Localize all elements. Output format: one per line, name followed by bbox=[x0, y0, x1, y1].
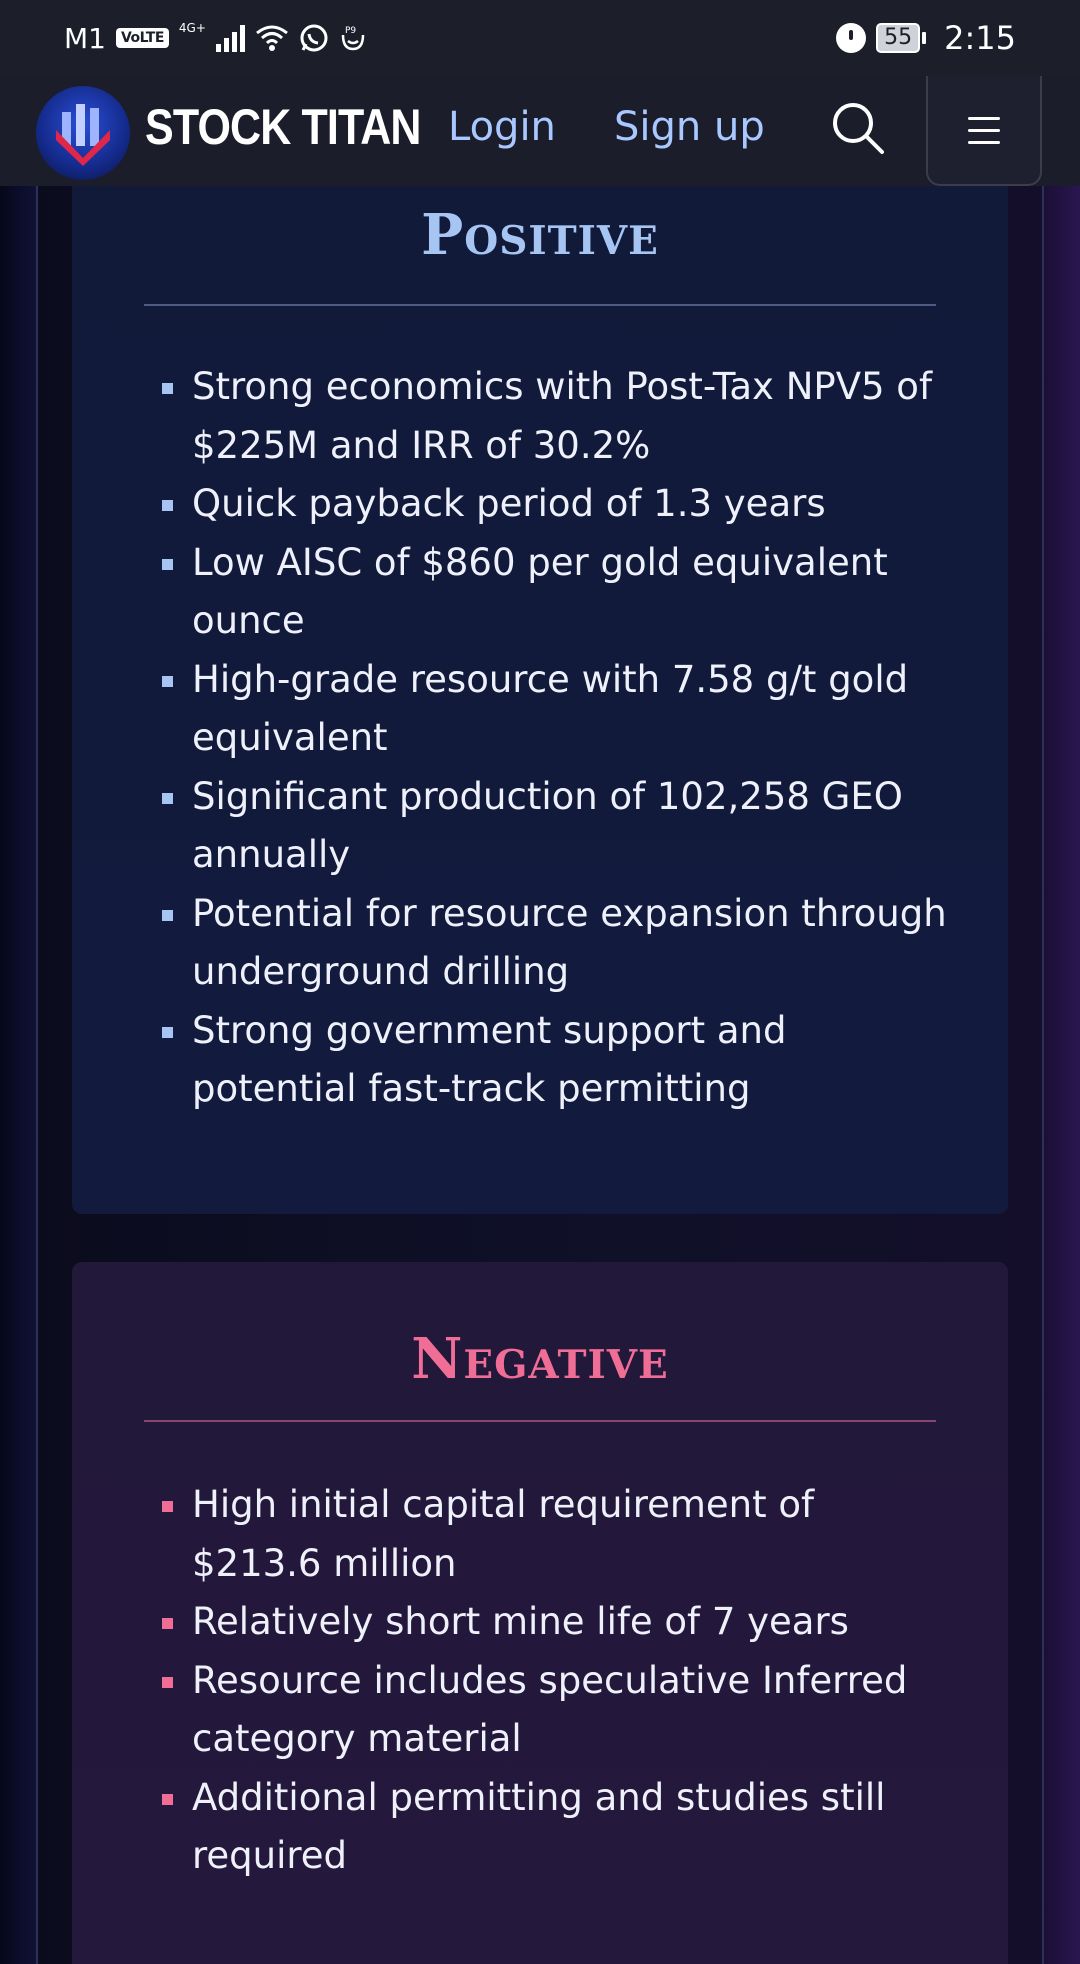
positive-item-text: Significant production of 102,258 GEO annually bbox=[192, 774, 903, 876]
battery-tip-icon bbox=[922, 32, 926, 44]
positive-card bbox=[72, 186, 1008, 1214]
hamburger-menu-button[interactable] bbox=[926, 76, 1042, 186]
bullet-square-icon bbox=[162, 500, 173, 511]
bullet-square-icon bbox=[162, 793, 173, 804]
search-button[interactable] bbox=[826, 96, 890, 160]
bullet-square-icon bbox=[162, 383, 173, 394]
positive-item bbox=[160, 475, 950, 534]
positive-item-text: Low AISC of $860 per gold equivalent ounce bbox=[192, 540, 888, 642]
menu-line-icon bbox=[968, 117, 1000, 120]
positive-divider bbox=[144, 304, 936, 306]
brand-name[interactable]: STOCK TITAN bbox=[145, 99, 421, 155]
bullet-square-icon bbox=[162, 1794, 173, 1805]
negative-item bbox=[160, 1652, 950, 1769]
negative-divider bbox=[144, 1420, 936, 1422]
right-gradient-edge bbox=[1044, 0, 1080, 1964]
positive-item bbox=[160, 651, 950, 768]
bullet-square-icon bbox=[162, 676, 173, 687]
positive-title: Positive bbox=[421, 202, 659, 268]
signal-strength-icon bbox=[216, 24, 245, 52]
bullet-square-icon bbox=[162, 1677, 173, 1688]
search-icon bbox=[826, 96, 890, 160]
bullet-square-icon bbox=[162, 910, 173, 921]
wifi-icon bbox=[255, 24, 289, 52]
negative-item-text: Resource includes speculative Inferred category material bbox=[192, 1658, 908, 1760]
volte-badge: VoLTE bbox=[116, 28, 169, 48]
system-status-bar bbox=[0, 0, 1080, 76]
positive-item bbox=[160, 1002, 950, 1119]
status-left-group bbox=[64, 22, 367, 55]
menu-line-icon bbox=[968, 141, 1000, 144]
bullet-square-icon bbox=[162, 1618, 173, 1629]
positive-item bbox=[160, 534, 950, 651]
positive-item-text: Potential for resource expansion through underground drilling bbox=[192, 891, 947, 993]
negative-item-text: Additional permitting and studies still required bbox=[192, 1775, 886, 1877]
battery-level: 55 bbox=[876, 23, 920, 53]
positive-item bbox=[160, 885, 950, 1002]
negative-item bbox=[160, 1476, 950, 1593]
negative-item-text: High initial capital requirement of $213.6 million bbox=[192, 1483, 815, 1585]
alarm-icon bbox=[836, 23, 866, 53]
positive-item-text: Quick payback period of 1.3 years bbox=[192, 482, 826, 525]
negative-list bbox=[160, 1476, 950, 1886]
login-link[interactable]: Login bbox=[448, 104, 556, 150]
bullet-square-icon bbox=[162, 1501, 173, 1512]
status-clock: 2:15 bbox=[944, 19, 1016, 57]
notification-app-icon bbox=[339, 23, 367, 53]
positive-item-text: High-grade resource with 7.58 g/t gold equivalent bbox=[192, 657, 909, 759]
positive-list bbox=[160, 358, 950, 1119]
site-header bbox=[0, 76, 1080, 186]
content-column-left-border bbox=[36, 0, 38, 1964]
stock-titan-logo-icon[interactable] bbox=[36, 86, 130, 180]
positive-item bbox=[160, 358, 950, 475]
carrier-label: M1 bbox=[64, 21, 106, 55]
battery-indicator bbox=[876, 23, 926, 53]
positive-item-text: Strong economics with Post-Tax NPV5 of $225M and IRR of 30.2% bbox=[192, 365, 932, 467]
network-type-label: 4G+ bbox=[178, 21, 206, 35]
left-gradient-edge bbox=[0, 0, 36, 1964]
bullet-square-icon bbox=[162, 1027, 173, 1038]
signup-link[interactable]: Sign up bbox=[614, 104, 765, 150]
positive-item-text: Strong government support and potential fast-track permitting bbox=[192, 1008, 787, 1110]
negative-item bbox=[160, 1593, 950, 1652]
positive-item bbox=[160, 768, 950, 885]
content-column-right-border bbox=[1042, 0, 1044, 1964]
status-right-group bbox=[836, 19, 1016, 57]
negative-item bbox=[160, 1769, 950, 1886]
whatsapp-icon bbox=[299, 23, 329, 53]
svg-text:P9: P9 bbox=[344, 26, 357, 36]
menu-line-icon bbox=[968, 129, 1000, 132]
negative-item-text: Relatively short mine life of 7 years bbox=[192, 1600, 849, 1643]
bullet-square-icon bbox=[162, 559, 173, 570]
negative-title: Negative bbox=[411, 1326, 669, 1392]
negative-card bbox=[72, 1262, 1008, 1964]
